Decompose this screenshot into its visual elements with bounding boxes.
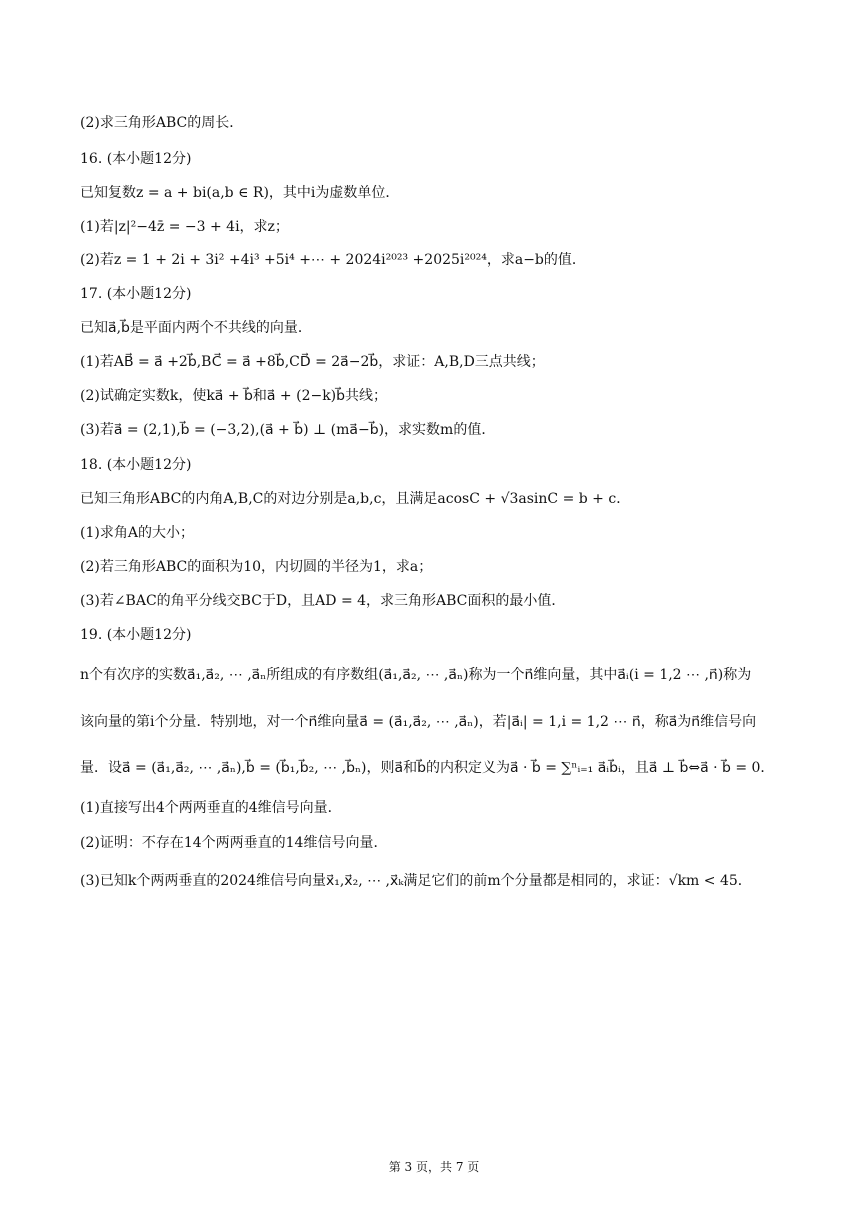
q16-part1: (1)若|z|²−4z̄ = −3 + 4i，求z； (80, 219, 289, 235)
q19-part2: (2)证明：不存在14个两两垂直的14维信号向量． (80, 835, 388, 851)
q19-heading: 19. (本小题12分) (80, 627, 192, 643)
q18-part2: (2)若三角形ABC的面积为10，内切圆的半径为1，求a； (80, 559, 433, 575)
page-footer: 第 3 页，共 7 页 (388, 1160, 480, 1174)
q17-part1: (1)若AB⃗ = a⃗ +2b⃗,BC⃗ = a⃗ +8b⃗,CD⃗ = 2a⃗−2b⃗，求证：A,B,D三点共线； (80, 354, 545, 370)
q19-stem-line3: 量．设a⃗ = (a⃗₁,a⃗₂, ⋯ ,a⃗ₙ),b⃗ = (b⃗₁,b⃗₂, ⋯ ,b⃗ₙ)，则a⃗和b⃗的内积定义为a⃗ · b⃗ = ∑ⁿᵢ₌₁ a⃗ᵢb⃗ᵢ，且a⃗ ⊥ b⃗⇔a⃗ · b⃗ = 0． (80, 760, 775, 776)
q19-stem-line1: n个有次序的实数a⃗₁,a⃗₂, ⋯ ,a⃗ₙ所组成的有序数组(a⃗₁,a⃗₂, ⋯ ,a⃗ₙ)称为一个n⃗维向量，其中a⃗ᵢ(i = 1,2 ⋯ ,n⃗)称为 (80, 667, 752, 683)
q19-part1: (1)直接写出4个两两垂直的4维信号向量． (80, 800, 342, 816)
q19-stem-line2: 该向量的第i个分量．特别地，对一个n⃗维向量a⃗ = (a⃗₁,a⃗₂, ⋯ ,a⃗ₙ)，若|a⃗ᵢ| = 1,i = 1,2 ⋯ n⃗，称a⃗为n⃗维信号向 (80, 714, 757, 730)
q19-part3: (3)已知k个两两垂直的2024维信号向量x⃗₁,x⃗₂, ⋯ ,x⃗ₖ满足它们的前m个分量都是相同的，求证：√km < 45． (80, 873, 752, 889)
q17-stem: 已知a⃗,b⃗是平面内两个不共线的向量． (80, 320, 312, 336)
q18-part3: (3)若∠BAC的角平分线交BC于D，且AD = 4，求三角形ABC面积的最小值． (80, 593, 566, 609)
q17-heading: 17. (本小题12分) (80, 286, 192, 302)
q18-heading: 18. (本小题12分) (80, 457, 192, 473)
q16-part2: (2)若z = 1 + 2i + 3i² +4i³ +5i⁴ +⋯ + 2024i²⁰²³ +2025i²⁰²⁴，求a−b的值． (80, 252, 586, 268)
q15-part2: (2)求三角形ABC的周长． (80, 115, 244, 131)
q18-stem: 已知三角形ABC的内角A,B,C的对边分别是a,b,c，且满足acosC + √3asinC = b + c． (80, 491, 631, 507)
q17-part2: (2)试确定实数k，使ka⃗ + b⃗和a⃗ + (2−k)b⃗共线； (80, 388, 388, 404)
q16-heading: 16. (本小题12分) (80, 151, 192, 167)
q18-part1: (1)求角A的大小； (80, 525, 194, 541)
q17-part3: (3)若a⃗ = (2,1),b⃗ = (−3,2),(a⃗ + b⃗) ⊥ (ma⃗−b⃗)，求实数m的值． (80, 422, 496, 438)
q16-stem: 已知复数z = a + bi(a,b ∈ R)，其中i为虚数单位． (80, 185, 400, 201)
